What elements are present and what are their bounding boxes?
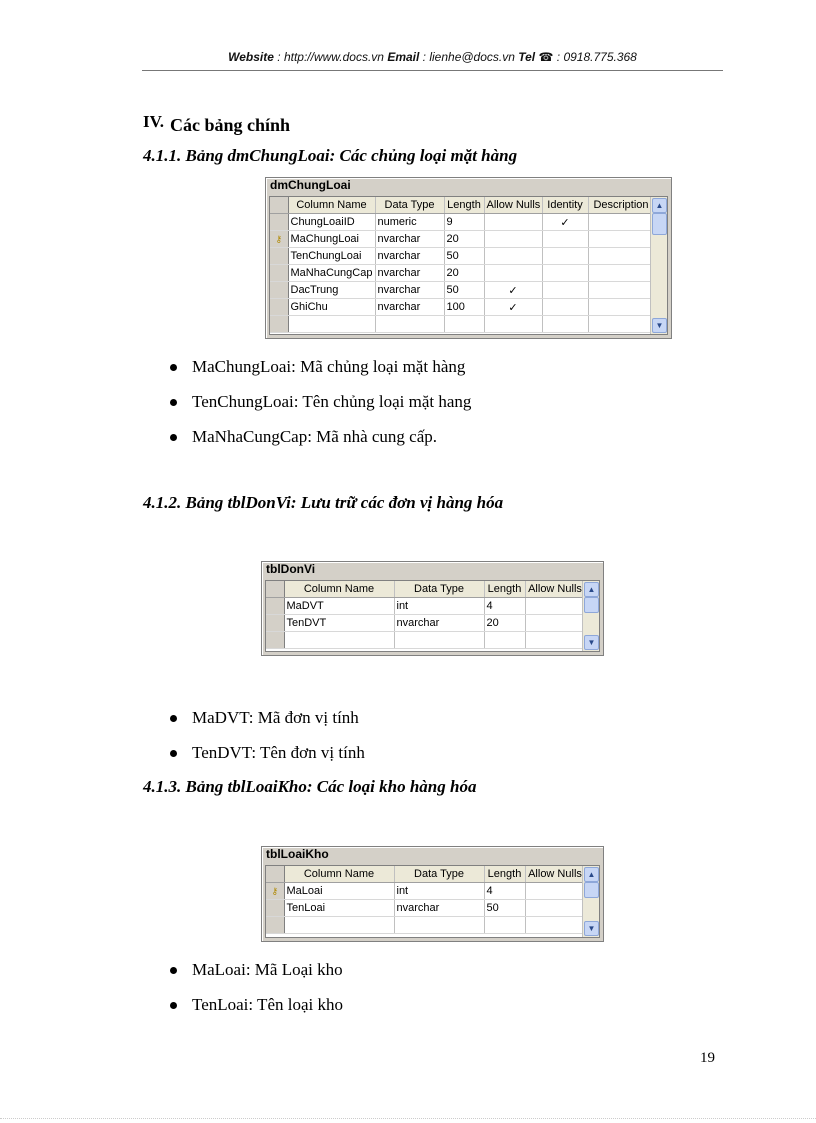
cell-name[interactable]: MaDVT (284, 598, 394, 615)
col-header-type[interactable]: Data Type (394, 581, 484, 598)
cell-nulls[interactable] (525, 900, 585, 917)
field-list-2 (170, 708, 365, 778)
page-header (142, 50, 723, 64)
cell-description[interactable] (588, 282, 654, 299)
cell-nulls[interactable] (484, 248, 542, 265)
cell-description[interactable] (588, 299, 654, 316)
cell-nulls[interactable] (525, 598, 585, 615)
cell-type[interactable]: nvarchar (394, 900, 484, 917)
cell-name[interactable]: ChungLoaiID (288, 214, 375, 231)
cell-name[interactable]: MaChungLoai (288, 231, 375, 248)
row-selector[interactable] (270, 316, 288, 333)
cell-identity[interactable] (542, 282, 588, 299)
header-rule (142, 70, 723, 71)
email-value: : lienhe@docs.vn (419, 50, 519, 64)
col-header-description[interactable]: Description (588, 197, 654, 214)
table-designer-tbldonvi (261, 561, 604, 656)
header-selector (266, 866, 284, 883)
field-list-1 (170, 357, 471, 462)
col-header-type[interactable]: Data Type (394, 866, 484, 883)
cell-nulls[interactable] (484, 231, 542, 248)
row-selector[interactable] (270, 231, 288, 248)
list-item: MaChungLoai: Mã chủng loại mặt hàng (170, 357, 471, 392)
section-heading (143, 112, 290, 136)
field-list-3 (170, 960, 343, 1030)
cell-identity[interactable] (542, 265, 588, 282)
tel-value: : 0918.775.368 (553, 50, 637, 64)
section-number: IV. (143, 112, 164, 131)
col-header-nulls[interactable]: Allow Nulls (484, 197, 542, 214)
cell-length[interactable]: 4 (484, 883, 525, 900)
cell-nulls[interactable] (525, 883, 585, 900)
email-label: Email (387, 50, 420, 64)
col-header-length[interactable]: Length (484, 581, 525, 598)
cell-description[interactable] (588, 265, 654, 282)
cell-name[interactable]: TenChungLoai (288, 248, 375, 265)
table-row[interactable] (266, 598, 585, 615)
table-title: tblLoaiKho (266, 847, 329, 861)
table-row[interactable] (270, 282, 654, 299)
subsection-heading-1: 4.1.1. Bảng dmChungLoai: Các chủng loại mặt hàng (143, 146, 518, 165)
list-item: MaDVT: Mã đơn vị tính (170, 708, 365, 743)
header-selector (270, 197, 288, 214)
cell-length[interactable]: 50 (444, 282, 484, 299)
col-header-name[interactable]: Column Name (288, 197, 375, 214)
column-grid (265, 580, 600, 652)
cell-type[interactable]: nvarchar (375, 231, 444, 248)
cell-type[interactable]: nvarchar (375, 265, 444, 282)
vertical-scrollbar[interactable] (582, 866, 599, 937)
table-designer-tblloaikho (261, 846, 604, 942)
cell-description[interactable] (588, 214, 654, 231)
cell-type[interactable]: nvarchar (375, 282, 444, 299)
primary-key-icon: ⚷ (271, 886, 279, 896)
row-selector[interactable] (270, 248, 288, 265)
vertical-scrollbar[interactable] (650, 197, 667, 334)
row-selector[interactable] (266, 917, 284, 934)
col-header-name[interactable]: Column Name (284, 866, 394, 883)
scroll-thumb[interactable] (652, 213, 667, 235)
cell-name[interactable]: MaNhaCungCap (288, 265, 375, 282)
row-selector[interactable] (266, 615, 284, 632)
cell-identity[interactable] (542, 231, 588, 248)
website-label: Website (228, 50, 274, 64)
table-title: tblDonVi (266, 562, 316, 576)
cell-length[interactable]: 50 (484, 900, 525, 917)
section-title: Các bảng chính (169, 115, 290, 135)
table-row-empty[interactable] (266, 917, 585, 934)
row-selector[interactable] (270, 282, 288, 299)
cell-nulls[interactable] (525, 615, 585, 632)
scroll-down-icon[interactable]: ▼ (584, 921, 599, 936)
cell-type[interactable]: int (394, 598, 484, 615)
col-header-type[interactable]: Data Type (375, 197, 444, 214)
row-selector[interactable] (270, 214, 288, 231)
scroll-thumb[interactable] (584, 882, 599, 898)
cell-length[interactable]: 20 (444, 265, 484, 282)
scroll-down-icon[interactable]: ▼ (652, 318, 667, 333)
table-row-empty[interactable] (266, 632, 585, 649)
cell-nulls[interactable]: ✓ (484, 299, 542, 316)
table-row[interactable] (266, 900, 585, 917)
cell-identity[interactable] (542, 299, 588, 316)
row-selector[interactable] (266, 632, 284, 649)
cell-description[interactable] (588, 248, 654, 265)
list-item: TenChungLoai: Tên chủng loại mặt hang (170, 392, 471, 427)
scroll-thumb[interactable] (584, 597, 599, 613)
cell-name[interactable]: MaLoai (284, 883, 394, 900)
footer-rule (0, 1118, 816, 1119)
cell-type[interactable]: nvarchar (375, 248, 444, 265)
cell-name[interactable]: TenDVT (284, 615, 394, 632)
scroll-up-icon[interactable]: ▲ (584, 582, 599, 597)
subsection-heading-2: 4.1.2. Bảng tblDonVi: Lưu trữ các đơn vị hàng hóa (143, 493, 504, 512)
cell-name[interactable]: DacTrung (288, 282, 375, 299)
table-row[interactable] (266, 615, 585, 632)
cell-name[interactable]: TenLoai (284, 900, 394, 917)
cell-nulls[interactable] (484, 214, 542, 231)
tel-label: Tel ☎ (518, 50, 554, 64)
table-row[interactable] (270, 299, 654, 316)
col-header-nulls[interactable]: Allow Nulls (525, 581, 585, 598)
page-number: 19 (700, 1050, 715, 1066)
list-item: TenLoai: Tên loại kho (170, 995, 343, 1030)
row-selector[interactable] (266, 598, 284, 615)
table-row[interactable] (266, 883, 585, 900)
scroll-up-icon[interactable]: ▲ (652, 198, 667, 213)
row-selector[interactable] (270, 265, 288, 282)
col-header-name[interactable]: Column Name (284, 581, 394, 598)
table-title: dmChungLoai (270, 178, 351, 192)
list-item: TenDVT: Tên đơn vị tính (170, 743, 365, 778)
cell-identity[interactable] (542, 248, 588, 265)
cell-nulls[interactable] (484, 265, 542, 282)
cell-description[interactable] (588, 231, 654, 248)
cell-type[interactable]: nvarchar (375, 299, 444, 316)
cell-length[interactable]: 20 (444, 231, 484, 248)
column-grid (265, 865, 600, 938)
cell-length[interactable]: 4 (484, 598, 525, 615)
col-header-identity[interactable]: Identity (542, 197, 588, 214)
cell-length[interactable]: 50 (444, 248, 484, 265)
table-designer-dmchungloai (265, 177, 672, 339)
cell-type[interactable]: numeric (375, 214, 444, 231)
vertical-scrollbar[interactable] (582, 581, 599, 651)
table-row[interactable] (270, 231, 654, 248)
cell-length[interactable]: 100 (444, 299, 484, 316)
list-item: MaNhaCungCap: Mã nhà cung cấp. (170, 427, 471, 462)
row-selector[interactable] (266, 883, 284, 900)
cell-type[interactable]: int (394, 883, 484, 900)
scroll-up-icon[interactable]: ▲ (584, 867, 599, 882)
cell-name[interactable]: GhiChu (288, 299, 375, 316)
subsection-heading-3: 4.1.3. Bảng tblLoaiKho: Các loại kho hàng hóa (143, 777, 477, 796)
col-header-length[interactable]: Length (484, 866, 525, 883)
primary-key-icon: ⚷ (275, 234, 283, 244)
table-row[interactable] (270, 248, 654, 265)
column-grid (269, 196, 668, 335)
cell-identity[interactable]: ✓ (542, 214, 588, 231)
cell-length[interactable]: 20 (484, 615, 525, 632)
list-item: MaLoai: Mã Loại kho (170, 960, 343, 995)
website-value: : http://www.docs.vn (273, 50, 388, 64)
table-row-empty[interactable] (270, 316, 654, 333)
table-row[interactable] (270, 265, 654, 282)
cell-nulls[interactable]: ✓ (484, 282, 542, 299)
col-header-nulls[interactable]: Allow Nulls (525, 866, 585, 883)
table-row[interactable] (270, 214, 654, 231)
col-header-length[interactable]: Length (444, 197, 484, 214)
scroll-down-icon[interactable]: ▼ (584, 635, 599, 650)
cell-length[interactable]: 9 (444, 214, 484, 231)
row-selector[interactable] (266, 900, 284, 917)
cell-type[interactable]: nvarchar (394, 615, 484, 632)
row-selector[interactable] (270, 299, 288, 316)
header-selector (266, 581, 284, 598)
